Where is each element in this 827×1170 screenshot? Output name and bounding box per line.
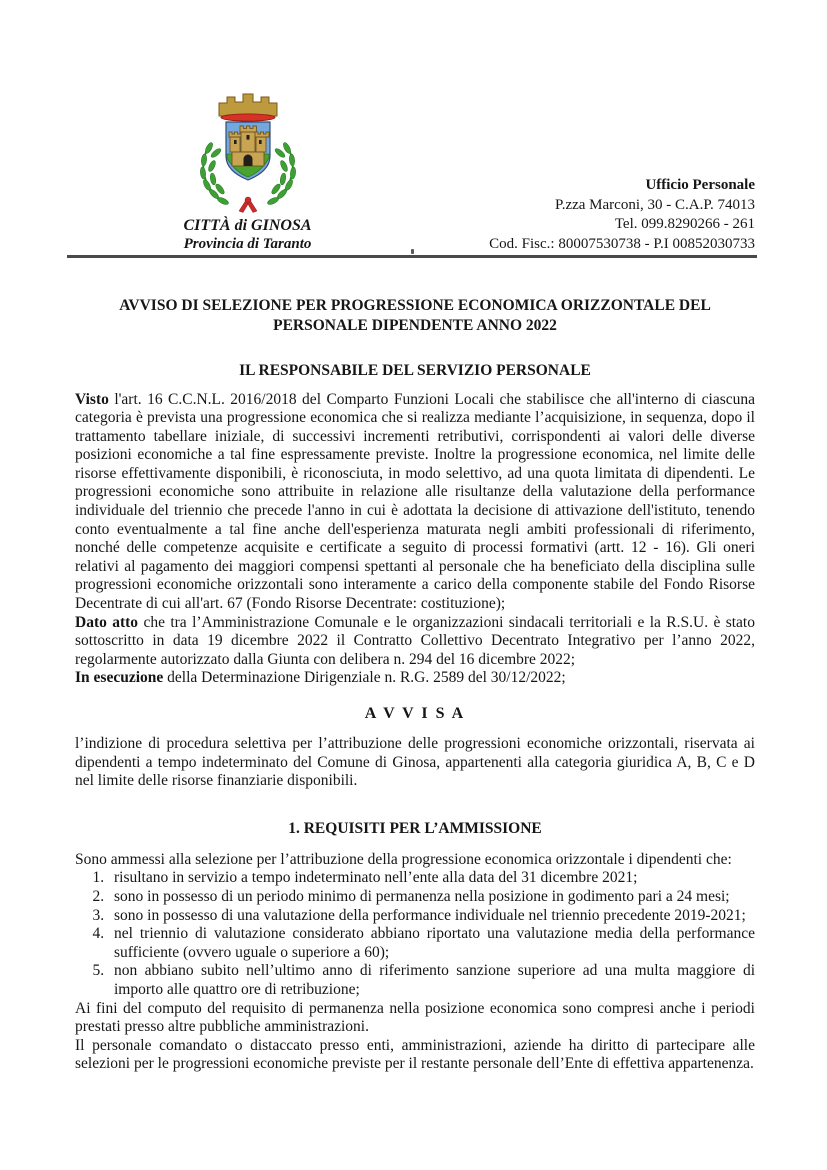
recital-visto-lead: Visto [75, 390, 109, 408]
header-divider [67, 255, 757, 258]
office-address: P.zza Marconi, 30 - C.A.P. 74013 [555, 196, 755, 213]
requirement-item-5: 5. non abbiano subito nell’ultimo anno di riferimento sanzione superiore ad una multa maggiore di importo alle quattro ore di retribuzione; [108, 962, 755, 999]
letterhead-crest-block [150, 90, 345, 253]
document-title: AVVISO DI SELEZIONE PER PROGRESSIONE ECONOMICA ORIZZONTALE DEL PERSONALE DIPENDENTE ANNO 2022 [119, 297, 711, 334]
document-body [75, 296, 755, 1074]
ribbon-glyph [239, 197, 257, 213]
recital-dato-atto [75, 614, 755, 670]
avvisa-heading: A V V I S A [364, 705, 466, 722]
requirement-item-1: 1. risultano in servizio a tempo indeterminato nell’ente alla data del 31 dicembre 2021; [108, 869, 755, 888]
org-subtitle: Provincia di Taranto [183, 236, 312, 252]
divider-scan-mark [411, 249, 414, 254]
ginosa-coat-of-arms-icon [189, 90, 307, 214]
recital-visto [75, 391, 755, 614]
recital-in-esecuzione-text: della Determinazione Dirigenziale n. R.G. 2589 del 30/12/2022; [163, 669, 566, 687]
section-1-note-2: Il personale comandato o distaccato presso enti, amministrazioni, aziende ha diritto di partecipare alle selezioni per le progressioni economiche previste per il restante personale dell’Ente di effettiva appartenenza. [75, 1036, 755, 1073]
requirement-item-4: 4. nel triennio di valutazione considerato abbiano riportato una valutazione media della performance sufficiente (ovvero uguale o superiore a 60); [108, 925, 755, 962]
castle-glyph [229, 126, 269, 166]
org-name: CITTÀ di GINOSA [183, 217, 312, 234]
recital-dato-atto-text: che tra l’Amministrazione Comunale e le organizzazioni sindacali territoriali e la R.S.U. è stato sottoscritto in data 19 dicembre 2022 il Contratto Collettivo Decentrato Integrativo per l’anno 2022, regolarmente autorizzato dalla Giunta con delibera n. 294 del 16 dicembre 2022; [75, 613, 755, 668]
office-name: Ufficio Personale [645, 177, 755, 193]
requirement-item-3: 3. sono in possesso di una valutazione della performance individuale nel triennio precedente 2019-2021; [108, 907, 755, 926]
section-1-note-1: Ai fini del computo del requisito di permanenza nella posizione economica sono compresi anche i periodi prestati presso altre pubbliche amministrazioni. [75, 999, 755, 1036]
requirement-item-2: 2. sono in possesso di un periodo minimo di permanenza nella posizione in godimento pari a 24 mesi; [108, 888, 755, 907]
office-phone: Tel. 099.8290266 - 261 [614, 216, 755, 232]
office-fiscal-code: Cod. Fisc.: 80007530738 - P.I 00852030733 [489, 235, 755, 252]
office-contact-block [489, 176, 755, 254]
section-1-intro: Sono ammessi alla selezione per l’attribuzione della progressione economica orizzontale i dipendenti che: [75, 850, 732, 868]
recital-in-esecuzione-lead: In esecuzione [75, 669, 164, 687]
recital-in-esecuzione [75, 669, 755, 688]
recital-dato-atto-lead: Dato atto [75, 613, 139, 631]
avvisa-text: l’indizione di procedura selettiva per l’attribuzione delle progressioni economiche orizzontali, riservata ai dipendenti a tempo indeterminato del Comune di Ginosa, appartenenti alla categoria giuridica A, B, C e D nel limite delle risorse finanziarie disponibili. [75, 735, 755, 790]
recitals-block [75, 391, 755, 689]
recital-visto-text: l'art. 16 C.C.N.L. 2016/2018 del Comparto Funzioni Locali che stabilisce che all'interno di ciascuna categoria è prevista una progressione economica che si realizza mediante l’acquisizione, in sequenza, dopo il trattamento tabellare iniziale, di successivi incrementi retributivi, corrispondenti ai valori delle diverse posizioni economiche a tal fine espressamente previste. Inoltre la progressione economica, nel limite delle risorse effettivamente disponibili, è riconosciuta, in modo selettivo, ad una quota limitata di dipendenti. Le progressioni economiche sono attribuite in relazione alle risultanze della valutazione della performance individuale del triennio che precede l'anno in cui è adottata la decisione di attivazione dell'istituto, tenendo conto eventualmente a tal fine anche dell'esperienza maturata negli ambiti professionali di riferimento, nonché delle competenze acquisite e certificate a seguito di processi formativi (artt. 12 - 16). Gli oneri relativi al pagamento dei maggiori compensi spettanti al personale che ha beneficiato della disciplina sulle progressioni economiche orizzontali sono interamente a carico della componente stabile del Fondo Risorse Decentrate di cui all'art. 67 (Fondo Risorse Decentrate: costituzione); [75, 390, 755, 613]
requirements-list [75, 869, 755, 999]
document-subtitle: IL RESPONSABILE DEL SERVIZIO PERSONALE [239, 362, 591, 379]
section-1-heading: 1. REQUISITI PER L’AMMISSIONE [288, 819, 542, 837]
